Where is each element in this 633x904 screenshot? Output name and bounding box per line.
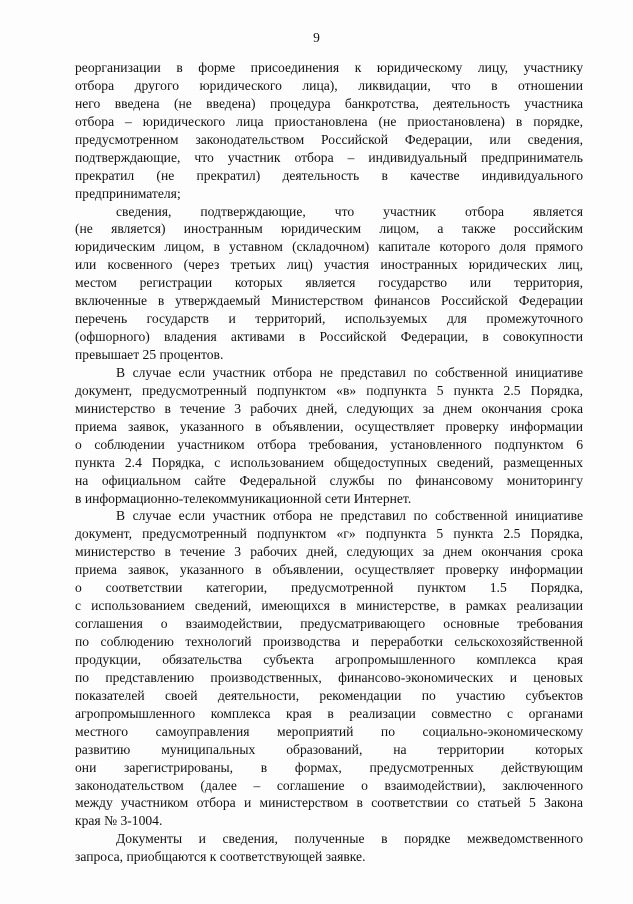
- text-line: документ, предусмотренный подпунктом «г» подпункта 5 пункта 2.5 Порядка,: [75, 526, 583, 542]
- text-line: него введена (не введена) процедура банкротства, деятельность участника: [75, 95, 583, 111]
- text-line: показателей своей деятельности, рекомендации по участию субъектов: [75, 687, 583, 703]
- text-line: местного самоуправления мероприятий по социально-экономическому: [75, 723, 583, 739]
- text-line: или косвенного (через третьих лиц) участия иностранных юридических лиц,: [75, 257, 583, 273]
- text-line: между участником отбора и министерством в соответствии со статьей 5 Закона: [75, 795, 583, 811]
- text-line: министерство в течение 3 рабочих дней, следующих за днем окончания срока: [75, 400, 583, 416]
- text-line: отбора другого юридического лица), ликвидации, что в отношении: [75, 77, 583, 93]
- text-line: предусмотренном законодательством Российской Федерации, или сведения,: [75, 131, 583, 147]
- text-line: сведения, подтверждающие, что участник отбора является: [116, 203, 583, 219]
- text-line: с использованием сведений, имеющихся в министерстве, в рамках реализации: [75, 598, 583, 614]
- page-number: 9: [313, 30, 320, 45]
- text-line: законодательством (далее – соглашение о взаимодействии), заключенного: [75, 777, 583, 793]
- text-line: подтверждающие, что участник отбора – индивидуальный предприниматель: [75, 149, 583, 165]
- text-line: по соблюдению технологий производства и переработки сельскохозяйственной: [75, 634, 583, 649]
- text-line: (офшорного) владения активами в Российской Федерации, в совокупности: [75, 329, 583, 345]
- text-line: реорганизации в форме присоединения к юридическому лицу, участнику: [75, 60, 583, 75]
- text-line: предпринимателя;: [75, 185, 181, 201]
- text-line: В случае если участник отбора не представил по собственной инициативе: [116, 508, 583, 524]
- text-line: на официальном сайте Федеральной службы по финансовому мониторингу: [75, 472, 583, 488]
- text-line: о соответствии категории, предусмотренной пунктом 1.5 Порядка,: [75, 580, 583, 596]
- paragraph: [75, 830, 583, 866]
- text-line: включенные в утверждаемый Министерством финансов Российской Федерации: [75, 293, 583, 309]
- text-line: министерство в течение 3 рабочих дней, следующих за днем окончания срока: [75, 544, 583, 560]
- text-line: соглашения о взаимодействии, предусматривающего основные требования: [75, 616, 583, 632]
- text-line: о соблюдении участником отбора требования, установленного подпунктом 6: [75, 436, 583, 452]
- paragraph: [75, 364, 583, 508]
- text-line: местом регистрации которых является государство или территория,: [75, 275, 583, 291]
- text-line: развитию муниципальных образований, на территории которых: [75, 741, 583, 757]
- text-line: по представлению производственных, финансово-экономических и ценовых: [75, 669, 583, 685]
- text-line: приема заявок, указанного в объявлении, осуществляет проверку информации: [75, 562, 583, 578]
- text-line: в информационно-телекоммуникационной сети Интернет.: [75, 490, 412, 506]
- document-body: [75, 59, 583, 866]
- text-line: запроса, приобщаются к соответствующей заявке.: [75, 849, 366, 865]
- paragraph: [75, 203, 583, 364]
- text-line: перечень государств и территорий, используемых для промежуточного: [75, 311, 583, 327]
- paragraph: [75, 59, 583, 203]
- text-line: В случае если участник отбора не представил по собственной инициативе: [116, 364, 583, 380]
- text-line: приема заявок, указанного в объявлении, осуществляет проверку информации: [75, 418, 583, 434]
- text-line: превышает 25 процентов.: [75, 347, 224, 362]
- text-line: продукции, обязательства субъекта агропромышленного комплекса края: [75, 651, 583, 667]
- text-line: они зарегистрированы, в формах, предусмотренных действующим: [75, 759, 583, 775]
- text-line: агропромышленного комплекса края в реализации совместно с органами: [75, 705, 583, 721]
- text-line: прекратил (не прекратил) деятельность в качестве индивидуального: [75, 167, 583, 183]
- text-line: юридическим лицом, в уставном (складочном) капитале которого доля прямого: [75, 239, 583, 255]
- text-line: (не является) иностранным юридическим лицом, а также российским: [75, 221, 583, 237]
- text-line: документ, предусмотренный подпунктом «в» подпункта 5 пункта 2.5 Порядка,: [75, 382, 583, 398]
- text-line: Документы и сведения, полученные в порядке межведомственного: [116, 831, 583, 847]
- text-line: пункта 2.4 Порядка, с использованием общедоступных сведений, размещенных: [75, 454, 583, 470]
- paragraph: [75, 507, 583, 830]
- text-line: края № 3-1004.: [75, 813, 163, 829]
- text-line: отбора – юридического лица приостановлена (не приостановлена) в порядке,: [75, 113, 583, 129]
